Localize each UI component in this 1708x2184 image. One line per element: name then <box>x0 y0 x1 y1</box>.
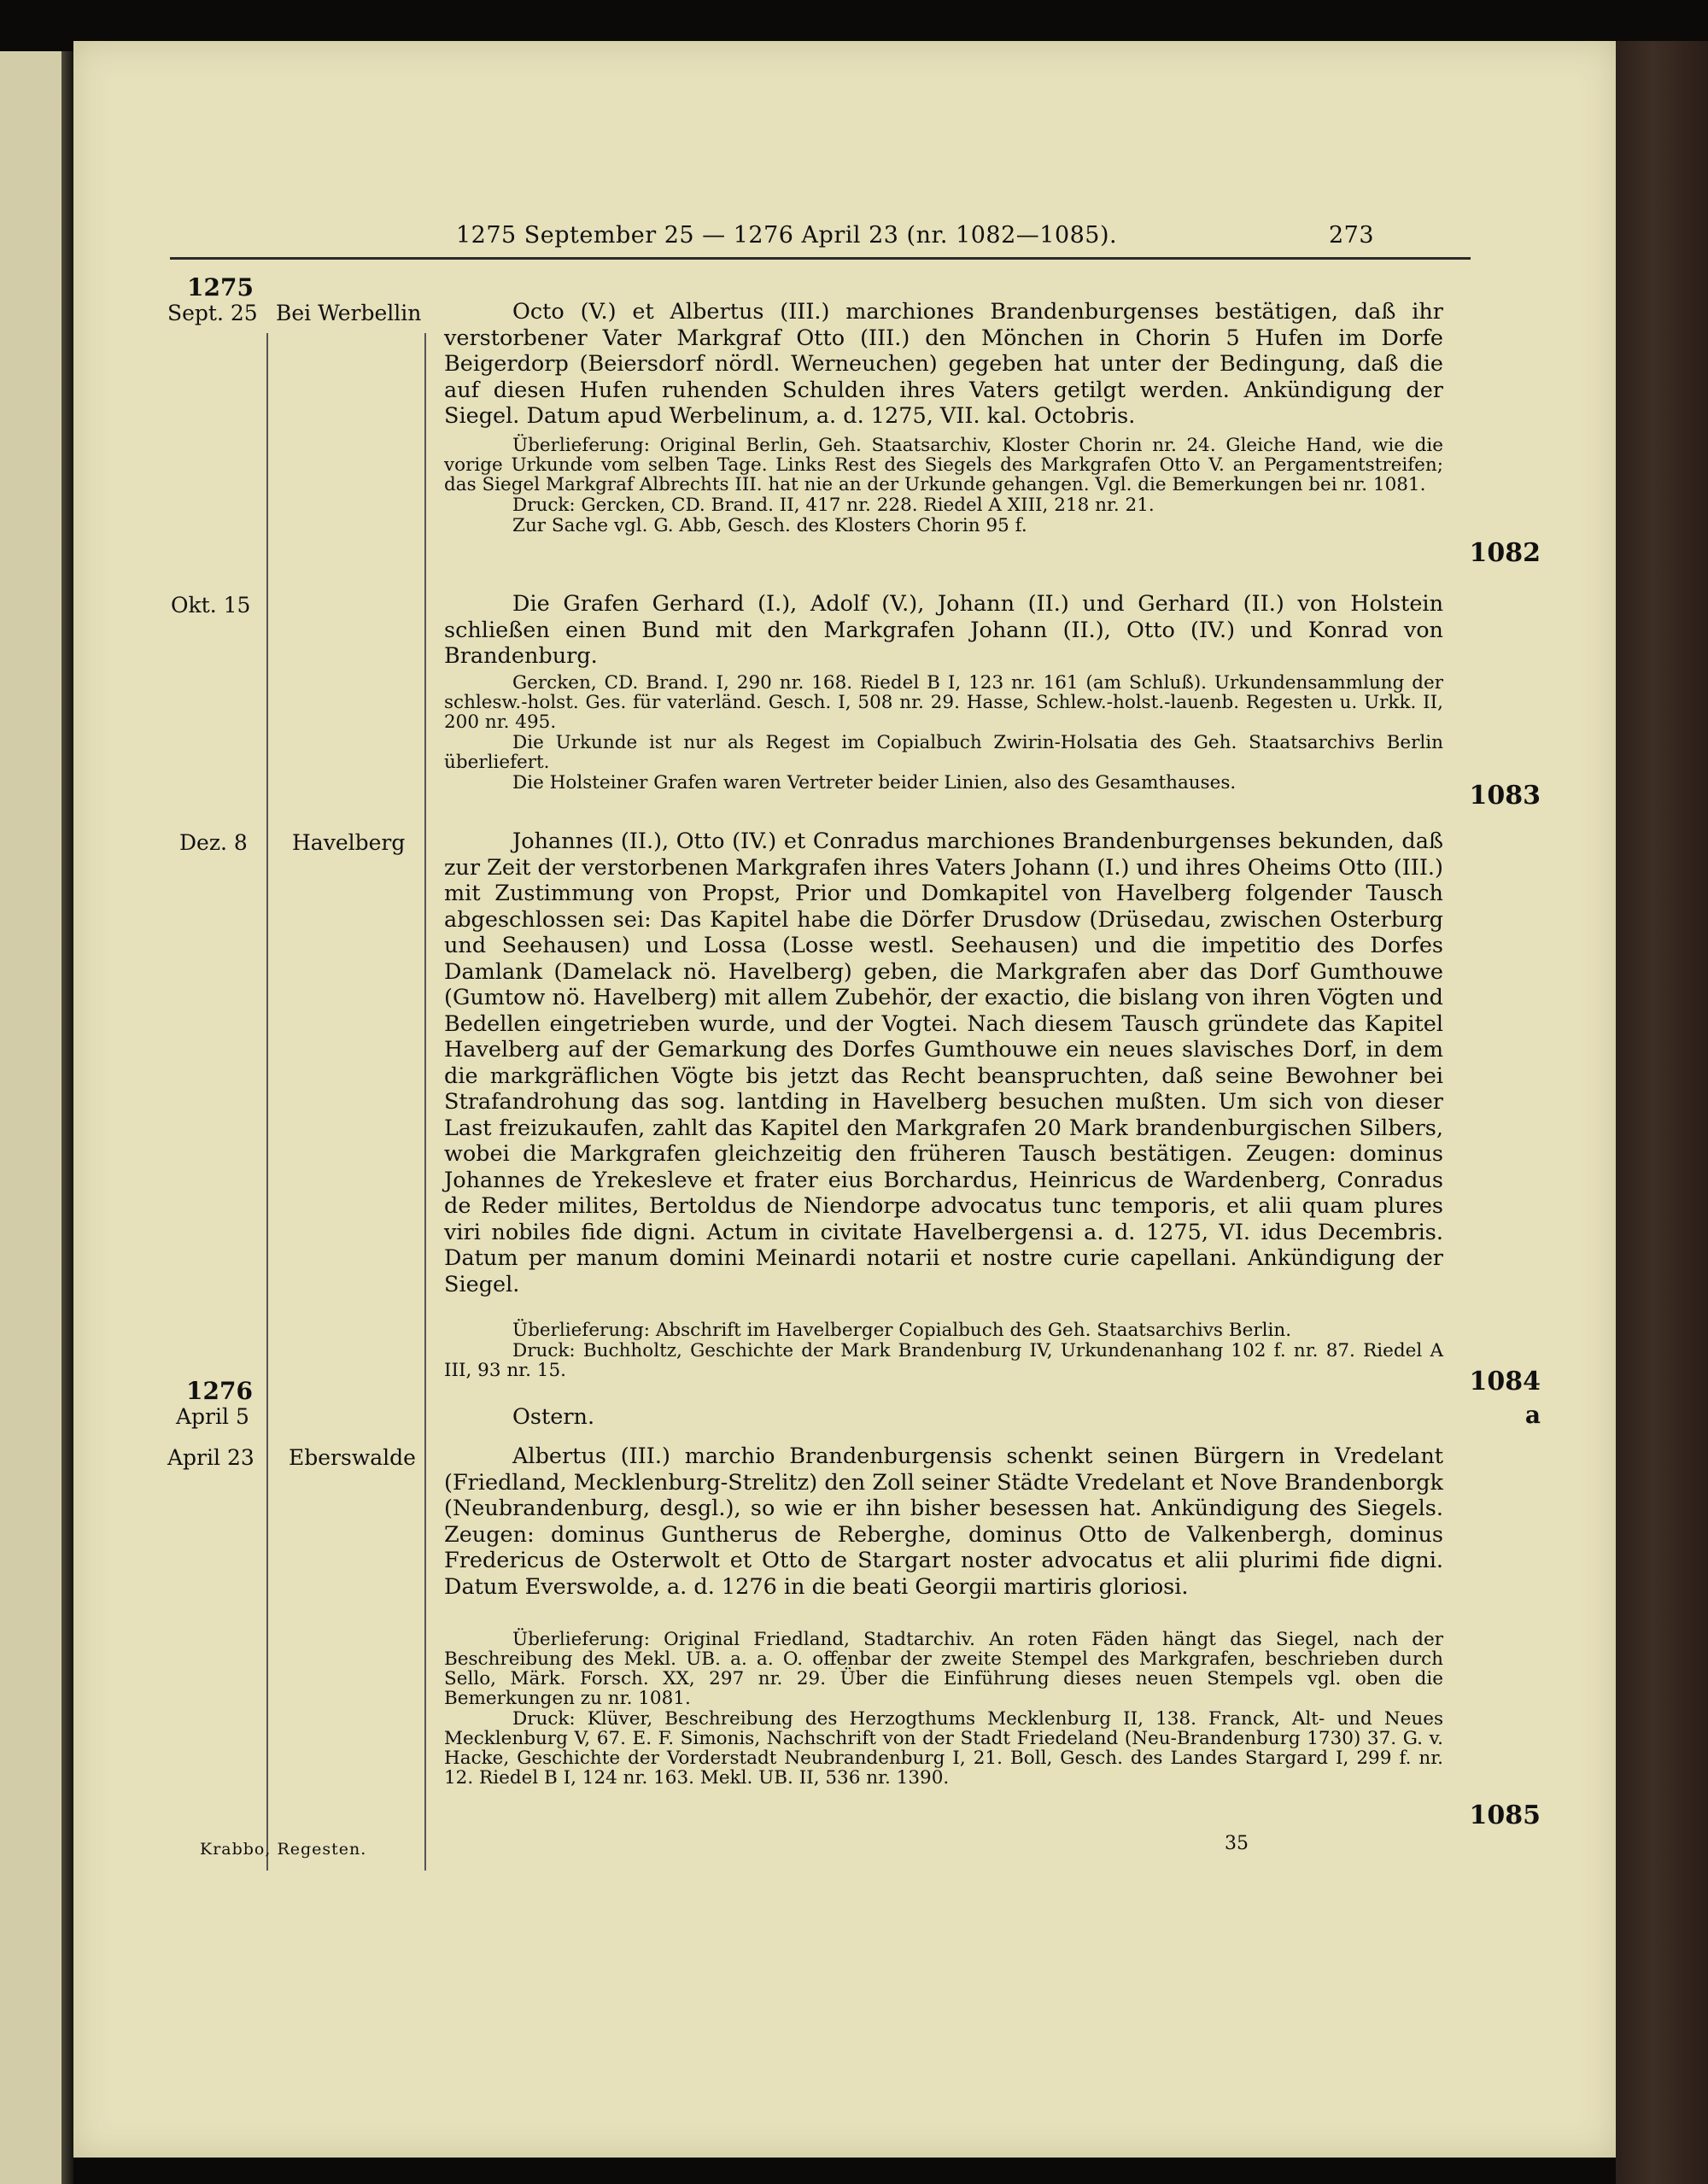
entry-note: Druck: Klüver, Beschreibung des Herzogthums Mecklenburg II, 138. Franck, Alt- und Neues Mecklenburg V, 67. E. F. Simonis, Nachschrift von der Stadt Friedeland (Neu-Brandenburg 1730) 37. G. v. Hacke, Geschichte der Vorderstadt Neubrandenburg I, 21. Boll, Gesch. des Landes Stargard I, 299 f. nr. 12. Riedel B I, 124 nr. 163. Mekl. UB. II, 536 nr. 1390. <box>444 1708 1443 1789</box>
entry-date: Sept. 25 <box>167 301 258 325</box>
sheet-signature: 35 <box>1225 1833 1249 1854</box>
entry-place: Havelberg <box>292 830 406 855</box>
column-rule-date <box>266 333 268 1871</box>
entry-regest: Octo (V.) et Albertus (III.) marchiones Brandenburgenses bestätigen, daß ihr verstorbener Vater Markgraf Otto (III.) den Mönchen in Chorin 5 Hufen im Dorfe Beigerdorp (Beiersdorf nördl. Werneuchen) gegeben hat unter der Bedingung, daß die auf diesen Hufen ruhenden Schulden ihres Vaters getilgt werden. Ankündigung der Siegel. Datum apud Werbelinum, a. d. 1275, VII. kal. Octobris. <box>444 299 1443 429</box>
year-heading: 1275 <box>187 273 254 302</box>
entry-date: April 23 <box>167 1445 254 1470</box>
entry-1082-notes <box>444 436 1443 536</box>
year-heading: 1276 <box>186 1377 253 1405</box>
column-rule-place <box>424 333 426 1871</box>
left-page-margin <box>0 51 61 2184</box>
entry-number: a <box>1524 1401 1541 1429</box>
entry-note: Überlieferung: Original Berlin, Geh. Staatsarchiv, Kloster Chorin nr. 24. Gleiche Hand, wie die vorige Urkunde vom selben Tage. Links Rest des Siegels des Markgrafen Otto V. an Pergamentstreifen; das Siegel Markgraf Albrechts III. hat nie an der Urkunde gehangen. Vgl. die Bemerkungen bei nr. 1081. <box>444 435 1443 495</box>
book-gutter <box>61 51 73 2184</box>
entry-1084-notes <box>444 1320 1443 1381</box>
entry-note: Zur Sache vgl. G. Abb, Gesch. des Klosters Chorin 95 f. <box>512 515 1027 536</box>
entry-note: Die Holsteiner Grafen waren Vertreter beider Linien, also des Gesamthauses. <box>512 772 1237 793</box>
header-rule <box>170 257 1471 260</box>
entry-note: Gercken, CD. Brand. I, 290 nr. 168. Riedel B I, 123 nr. 161 (am Schluß). Urkundensammlung der schlesw.-holst. Ges. für vaterländ. Gesch. I, 508 nr. 29. Hasse, Schlew.-holst.-lauenb. Regesten u. Urkk. II, 200 nr. 495. <box>444 672 1443 733</box>
footer-author: Krabbo, Regesten. <box>200 1840 367 1859</box>
entry-number: 1084 <box>1469 1367 1541 1396</box>
entry-1083-text <box>444 591 1443 670</box>
entry-number: 1085 <box>1469 1800 1541 1830</box>
entry-regest: Johannes (II.), Otto (IV.) et Conradus marchiones Brandenburgenses bekunden, daß zur Zeit der verstorbenen Markgrafen ihres Vaters Johann (I.) und ihres Oheims Otto (III.) mit Zustimmung von Propst, Prior und Domkapitel von Havelberg folgender Tausch abgeschlossen sei: Das Kapitel habe die Dörfer Drusdow (Drüsedau, zwischen Osterburg und Seehausen) und Lossa (Losse westl. Seehausen) und die impetitio des Dorfes Damlank (Damelack nö. Havelberg) geben, die Markgrafen aber das Dorf Gumthouwe (Gumtow nö. Havelberg) mit allem Zubehör, der exactio, die bislang von ihren Vögten und Bedellen eingetrieben wurde, und der Vogtei. Nach diesem Tausch gründete das Kapitel Havelberg auf der Gemarkung des Dorfes Gumthouwe ein neues slavisches Dorf, in dem die markgräflichen Vögte bis jetzt das Recht beanspruchten, daß seine Bewohner bei Strafandrohung das sog. lantding in Havelberg besuchen mußten. Um sich von dieser Last freizukaufen, zahlt das Kapitel den Markgrafen 20 Mark brandenburgischen Silbers, wobei die Markgrafen gleichzeitig den früheren Tausch bestätigen. Zeugen: dominus Johannes de Yrekesleve et frater eius Borchardus, Heinricus de Wardenberg, Conradus de Reder milites, Bertoldus de Niendorpe advocatus tunc temporis, et alii quam plures viri nobiles fide digni. Actum in civitate Havelbergensi a. d. 1275, VI. idus Decembris. Datum per manum domini Meinardi notarii et nostre curie capellani. Ankündigung der Siegel. <box>444 829 1443 1297</box>
entry-1085-notes <box>444 1630 1443 1789</box>
entry-date: April 5 <box>176 1404 249 1429</box>
entry-1083-notes <box>444 673 1443 793</box>
page-number: 273 <box>1329 222 1375 249</box>
entry-1085-text <box>444 1443 1443 1600</box>
entry-place: Eberswalde <box>289 1445 416 1470</box>
entry-note: Druck: Gercken, CD. Brand. II, 417 nr. 228. Riedel A XIII, 218 nr. 21. <box>512 495 1155 516</box>
entry-number: 1082 <box>1469 538 1541 568</box>
entry-number: 1083 <box>1469 781 1541 811</box>
entry-date: Okt. 15 <box>171 593 251 618</box>
entry-note: Überlieferung: Abschrift im Havelberger Copialbuch des Geh. Staatsarchivs Berlin. <box>512 1320 1292 1341</box>
entry-1084-text <box>444 829 1443 1297</box>
entry-place: Bei Werbellin <box>276 301 422 325</box>
entry-note: Überlieferung: Original Friedland, Stadtarchiv. An roten Fäden hängt das Siegel, nach der Beschreibung des Mekl. UB. a. a. O. offenbar der zweite Stempel des Markgrafen, beschrieben durch Sello, Märk. Forsch. XX, 297 nr. 29. Über die Einführung dieses neuen Stempels vgl. oben die Bemerkungen zu nr. 1081. <box>444 1629 1443 1709</box>
entry-1082-text <box>444 299 1443 430</box>
entry-regest: Albertus (III.) marchio Brandenburgensis schenkt seinen Bürgern in Vredelant (Friedland, Mecklenburg-Strelitz) den Zoll seiner Städte Vredelant et Nove Brandenborgk (Neubrandenburg, desgl.), so wie er ihn bisher besessen hat. Ankündigung des Siegels. Zeugen: dominus Guntherus de Reberghe, dominus Otto de Valkenbergh, dominus Fredericus de Osterwolt et Otto de Stargart noster advocatus et alii plurimi fide digni. Datum Everswolde, a. d. 1276 in die beati Georgii martiris gloriosi. <box>444 1443 1443 1600</box>
entry-regest: Die Grafen Gerhard (I.), Adolf (V.), Johann (II.) und Gerhard (II.) von Holstein schließen einen Bund mit den Markgrafen Johann (II.), Otto (IV.) und Konrad von Brandenburg. <box>444 591 1443 669</box>
entry-note: Die Urkunde ist nur als Regest im Copialbuch Zwirin-Holsatia des Geh. Staatsarchivs Berlin überliefert. <box>444 732 1443 773</box>
entry-regest: Ostern. <box>512 1404 595 1430</box>
book-page <box>73 41 1616 2158</box>
book-cover-edge <box>1616 41 1708 2184</box>
entry-date: Dez. 8 <box>179 830 248 855</box>
entry-note: Druck: Buchholtz, Geschichte der Mark Brandenburg IV, Urkundenanhang 102 f. nr. 87. Riedel A III, 93 nr. 15. <box>444 1340 1443 1381</box>
entry-a-text <box>444 1404 1443 1431</box>
running-header-title: 1275 September 25 — 1276 April 23 (nr. 1082—1085). <box>456 222 1118 249</box>
